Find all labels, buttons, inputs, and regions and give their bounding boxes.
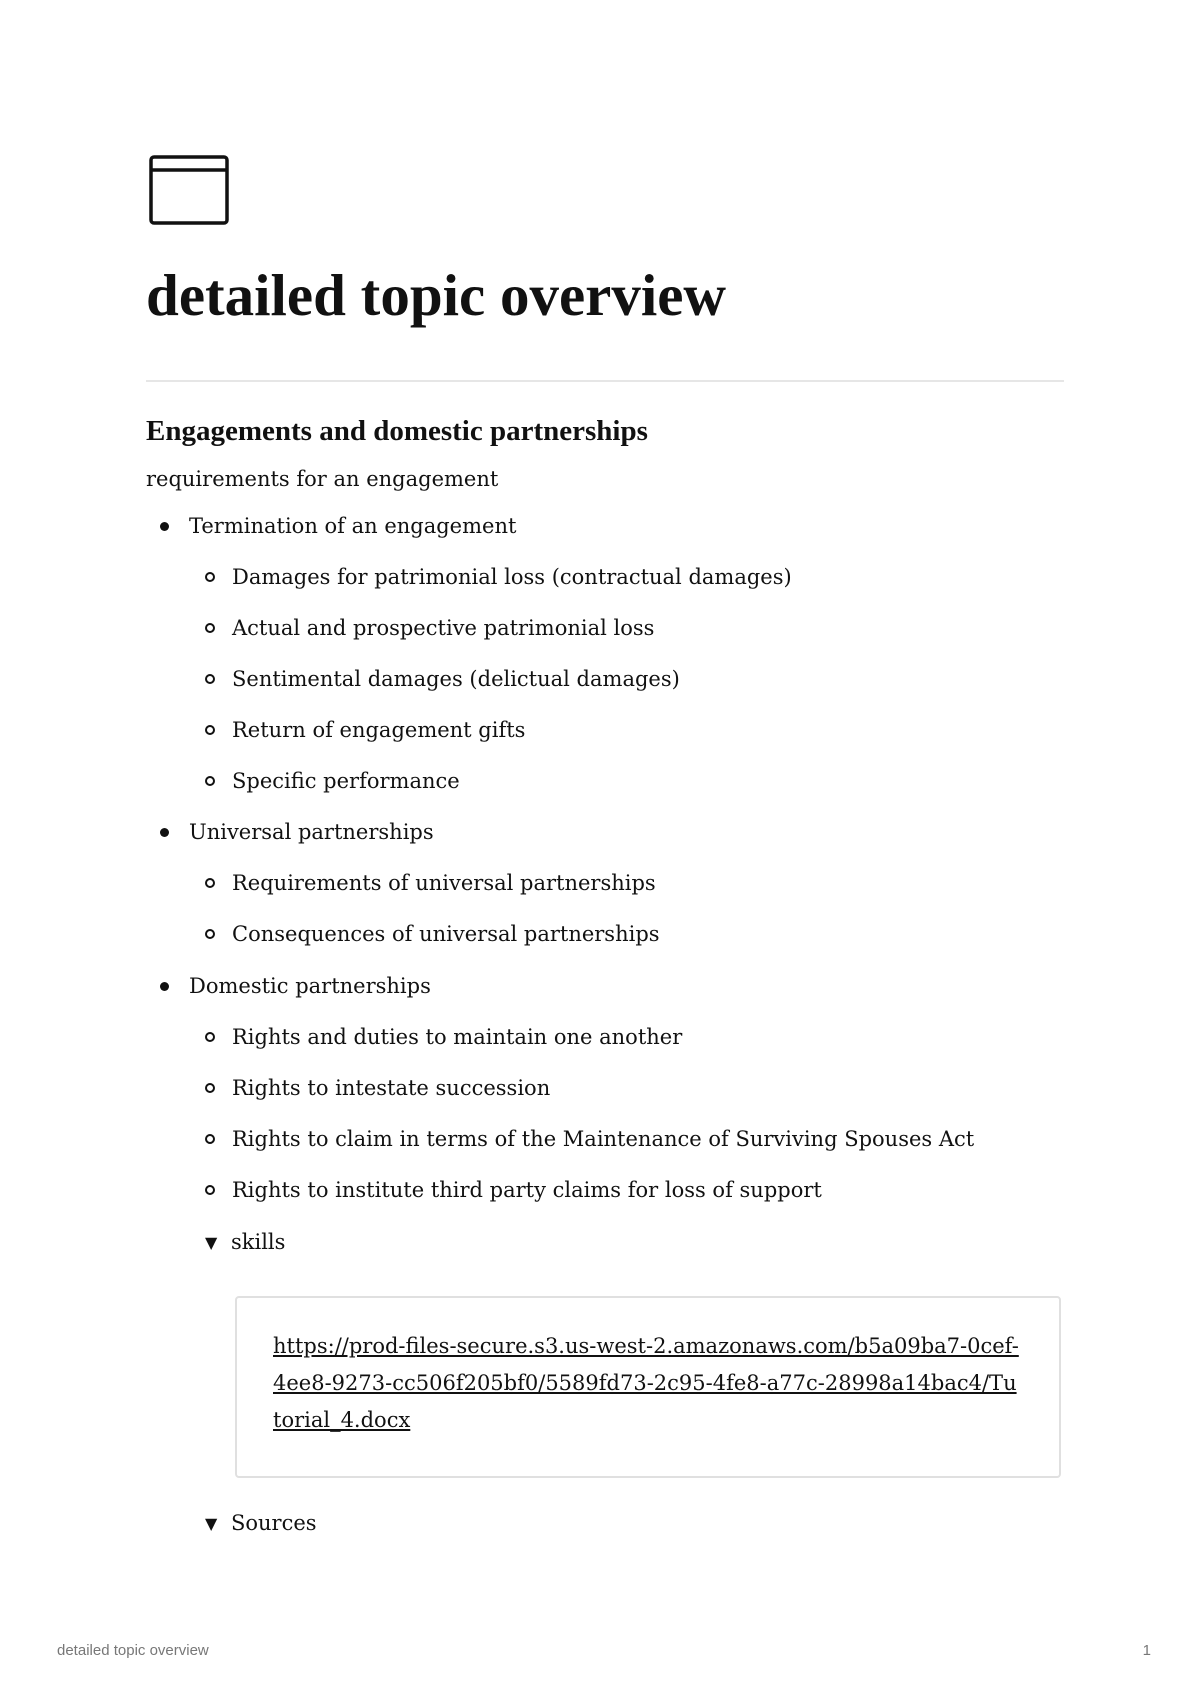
list-item [205,1068,550,1108]
list-item-termination [160,506,516,546]
bullet-circle-icon [205,1134,215,1144]
bullet-circle-icon [205,623,215,633]
list-item [205,761,460,801]
list-item-domestic-partnerships [160,966,431,1006]
browser-window-icon [149,155,229,225]
list-item-label: Specific performance [232,769,460,793]
page-title: detailed topic overview [146,262,727,328]
bullet-disc-icon [160,522,169,531]
list-item [205,710,525,750]
sources-toggle-label: Sources [231,1511,317,1535]
title-divider [146,380,1064,382]
bullet-circle-icon [205,929,215,939]
bullet-circle-icon [205,572,215,582]
list-item [205,914,660,954]
list-item-label: Termination of an engagement [189,514,517,538]
triangle-down-icon: ▼ [205,1513,218,1533]
bullet-circle-icon [205,1185,215,1195]
list-item-label: Rights to claim in terms of the Maintenance of Surviving Spouses Act [232,1127,975,1151]
bullet-circle-icon [205,1083,215,1093]
skills-toggle-label: skills [231,1230,286,1254]
list-item-label: Sentimental damages (delictual damages) [232,667,680,691]
bullet-circle-icon [205,878,215,888]
list-item-label: Consequences of universal partnerships [232,922,660,946]
triangle-down-icon: ▼ [205,1232,218,1252]
list-item [205,1119,974,1159]
list-item-label: Damages for patrimonial loss (contractual damages) [232,565,792,589]
list-item [205,863,656,903]
sources-toggle[interactable] [205,1503,317,1543]
list-item-label: Rights to intestate succession [232,1076,551,1100]
section-heading: Engagements and domestic partnerships [146,415,648,447]
list-item-label: Return of engagement gifts [232,718,526,742]
list-item-label: Requirements of universal partnerships [232,871,656,895]
bullet-disc-icon [160,828,169,837]
footer-title: detailed topic overview [57,1642,209,1659]
list-item-label: Actual and prospective patrimonial loss [232,616,655,640]
skills-toggle[interactable] [205,1222,285,1262]
list-item-label: Rights to institute third party claims for loss of support [232,1178,822,1202]
bullet-circle-icon [205,725,215,735]
skills-callout [235,1296,1061,1478]
list-item [205,608,654,648]
bullet-circle-icon [205,776,215,786]
section-intro: requirements for an engagement [146,467,499,491]
page-number: 1 [1142,1642,1151,1659]
list-item-label: Universal partnerships [189,820,434,844]
bullet-disc-icon [160,982,169,991]
list-item [205,1017,682,1057]
list-item [205,557,792,597]
list-item [205,659,680,699]
bullet-circle-icon [205,1032,215,1042]
list-item [205,1170,822,1210]
bullet-circle-icon [205,674,215,684]
list-item-label: Domestic partnerships [189,974,431,998]
tutorial-file-link[interactable]: https://prod-files-secure.s3.us-west-2.amazonaws.com/b5a09ba7-0cef-4ee8-9273-cc506f205bf0/5589fd73-2c95-4fe8-a77c-28998a14bac4/Tutorial_4.docx [273,1334,1019,1432]
list-item-label: Rights and duties to maintain one another [232,1025,683,1049]
list-item-universal-partnerships [160,812,434,852]
